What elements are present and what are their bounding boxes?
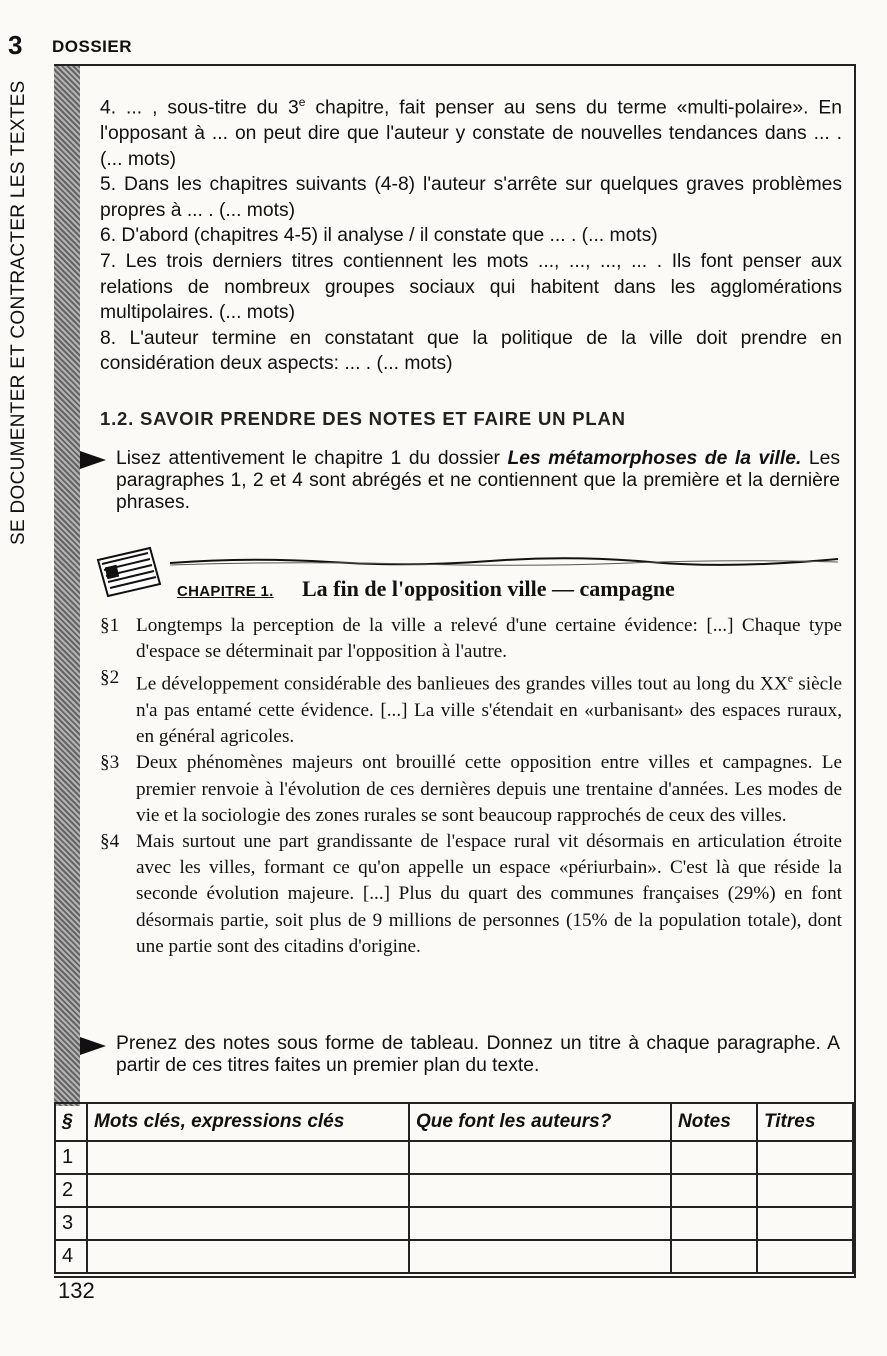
table-cell[interactable] xyxy=(409,1141,671,1174)
page-number: 132 xyxy=(58,1278,95,1303)
column-header: Que font les auteurs? xyxy=(409,1103,671,1141)
table-row xyxy=(55,1240,853,1273)
table-cell[interactable] xyxy=(757,1207,853,1240)
chapter-label: CHAPITRE 1. xyxy=(177,583,274,600)
table-cell[interactable] xyxy=(87,1240,409,1273)
table-cell[interactable] xyxy=(87,1141,409,1174)
row-number: 3 xyxy=(55,1207,87,1240)
table-cell[interactable] xyxy=(409,1174,671,1207)
table-row xyxy=(55,1207,853,1240)
sidebar-vertical-title: SE DOCUMENTER ET CONTRACTER LES TEXTES xyxy=(8,80,29,545)
table-row xyxy=(55,1141,853,1174)
instruction-text: Prenez des notes sous forme de tableau. Donnez un titre à chaque paragraphe. A partir de ces titres faites un premier plan du texte. xyxy=(116,1033,840,1076)
table-header-row xyxy=(55,1103,853,1141)
newspaper-icon xyxy=(92,544,168,600)
paragraph: §4 Mais surtout une part grandissante de l'espace rural vit désormais en articulation étroite avec les villes, formant ce qu'on appelle un espace «périurbain». C'est là que réside la seconde évolution majeure. [...] Plus du quart des communes françaises (29%) en font désormais partie, soit plus de 9 millions de personnes (15% de la population totale), dont une partie sont des citadins d'origine. xyxy=(100,831,842,957)
row-number: 1 xyxy=(55,1141,87,1174)
row-number: 2 xyxy=(55,1174,87,1207)
instruction-text: Lisez attentivement le chapitre 1 du dossier Les métamorphoses de la ville. Les paragraphes 1, 2 et 4 sont abrégés et ne contiennent que la première et la dernière phrases. xyxy=(116,448,840,513)
row-number: 4 xyxy=(55,1240,87,1273)
column-header: § xyxy=(55,1103,87,1141)
table-cell[interactable] xyxy=(87,1174,409,1207)
margin-stripe xyxy=(54,66,80,1106)
decorative-rule xyxy=(170,555,838,567)
paragraph: §3 Deux phénomènes majeurs ont brouillé cette opposition entre villes et campagnes. Le premier renvoie à l'évolution de ces dernières depuis une trentaine d'années. Les modes de vie et la sociologie des zones rurales se sont beaucoup rapprochés de ceux des villes. xyxy=(100,752,842,826)
chapter-paragraphs xyxy=(100,613,842,960)
question-item: 7. Les trois derniers titres contiennent les mots ..., ..., ..., ... . Ils font penser aux relations de nombreux groupes sociaux qui habitent dans les agglomérations multipolaires. (... mots) xyxy=(100,250,842,324)
paragraph: §1 Longtemps la perception de la ville a relevé d'une certaine évidence: [...] Chaque type d'espace se déterminait par l'opposition à l'autre. xyxy=(100,615,842,663)
table-cell[interactable] xyxy=(409,1207,671,1240)
question-item: 5. Dans les chapitres suivants (4-8) l'auteur s'arrête sur quelques graves problèmes propres à ... . (... mots) xyxy=(100,174,842,221)
paragraph: §2 Le développement considérable des banlieues des grandes villes tout au long du XXe siècle n'a pas entamé cette évidence. [...] La ville s'étendait en «urbanisant» des espaces ruraux, en général agricoles. xyxy=(100,667,842,748)
question-item: 8. L'auteur termine en constatant que la politique de la ville doit prendre en considération deux aspects: ... . (... mots) xyxy=(100,327,842,375)
chapter-number: 3 xyxy=(8,30,23,60)
table-cell[interactable] xyxy=(409,1240,671,1273)
arrow-icon xyxy=(80,1037,106,1055)
question-item: 4. ... , sous-titre du 3e chapitre, fait penser au sens du terme «multi-polaire». En l'opposant à ... on peut dire que l'auteur y constate de nouvelles tendances dans ... . (... mots) xyxy=(100,95,842,170)
section-heading: DOSSIER xyxy=(52,37,133,56)
section-title: 1.2. SAVOIR PRENDRE DES NOTES ET FAIRE UN PLAN xyxy=(100,408,626,429)
table-row xyxy=(55,1174,853,1207)
column-header: Titres xyxy=(757,1103,853,1141)
question-item: 6. D'abord (chapitres 4-5) il analyse / il constate que ... . (... mots) xyxy=(100,225,658,247)
column-header: Mots clés, expressions clés xyxy=(87,1103,409,1141)
table-cell[interactable] xyxy=(757,1240,853,1273)
table-cell[interactable] xyxy=(757,1174,853,1207)
table-cell[interactable] xyxy=(671,1207,757,1240)
table-cell[interactable] xyxy=(671,1141,757,1174)
notes-table xyxy=(54,1102,854,1274)
table-cell[interactable] xyxy=(87,1207,409,1240)
column-header: Notes xyxy=(671,1103,757,1141)
table-cell[interactable] xyxy=(757,1141,853,1174)
arrow-icon xyxy=(80,451,106,469)
chapter-title: La fin de l'opposition ville — campagne xyxy=(302,576,675,601)
questions-list xyxy=(100,90,842,377)
table-cell[interactable] xyxy=(671,1240,757,1273)
table-cell[interactable] xyxy=(671,1174,757,1207)
